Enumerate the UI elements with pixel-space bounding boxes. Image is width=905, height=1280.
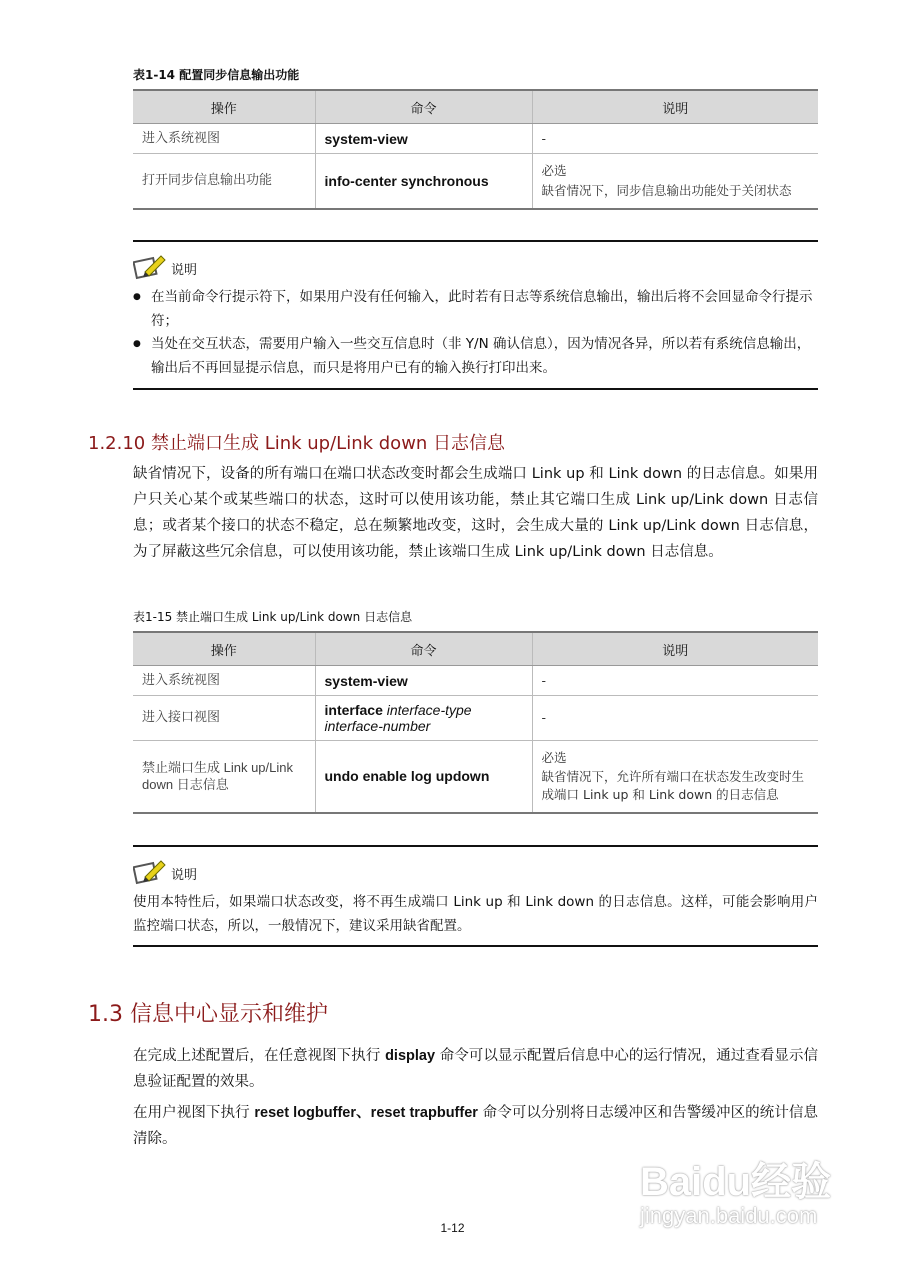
section-heading: 1.2.10 禁止端口生成 Link up/Link down 日志信息: [88, 433, 506, 454]
col-header: 命令: [315, 632, 532, 666]
cell-operation: 进入系统视图: [133, 124, 315, 154]
col-header: 说明: [532, 90, 818, 124]
config-table-2: [133, 631, 818, 814]
desc-line: 必选: [541, 750, 567, 766]
note-pencil-icon: [133, 252, 167, 280]
cell-command: info-center synchronous: [315, 154, 532, 209]
note-box: [133, 845, 818, 947]
table-row: [133, 666, 818, 696]
cell-command: system-view: [315, 124, 532, 154]
command-display: display: [385, 1048, 436, 1064]
body-paragraph: 缺省情况下，设备的所有端口在端口状态改变时都会生成端口 Link up 和 Link down 的日志信息。如果用户只关心某个或某些端口的状态，这时可以使用该功能，禁止其它端口生成 Link up/Link down 日志信息；或者某个接口的状态不稳定，总在频繁地改变，这时，会生成大量的 Link up/Link down 日志信息，为了屏蔽这些冗余信息，可以使用该功能，禁止该端口生成 Link up/Link down 日志信息。: [133, 466, 818, 560]
note-text: 使用本特性后，如果端口状态改变，将不再生成端口 Link up 和 Link down 的日志信息。这样，可能会影响用户监控端口状态，所以，一般情况下，建议采用缺省配置。: [133, 894, 818, 934]
table-row: [133, 124, 818, 154]
desc-line: 缺省情况下，允许所有端口在状态发生改变时生成端口 Link up 和 Link down 的日志信息: [541, 769, 805, 803]
baidu-watermark-logo: Baidu经验 jingyan.baidu.com: [640, 1160, 832, 1228]
section-heading: 1.3 信息中心显示和维护: [88, 1002, 328, 1027]
command-reset-logbuffer: reset logbuffer: [254, 1105, 356, 1121]
cell-desc: -: [532, 696, 818, 741]
desc-line: 缺省情况下，同步信息输出功能处于关闭状态: [541, 182, 792, 198]
cell-operation: 进入接口视图: [133, 696, 315, 741]
cell-desc: -: [532, 124, 818, 154]
table-row: [133, 741, 818, 813]
col-header: 命令: [315, 90, 532, 124]
table-row: [133, 154, 818, 209]
page-number: 1-12: [440, 1221, 465, 1235]
table-row: [133, 696, 818, 741]
cell-operation: 禁止端口生成 Link up/Link down 日志信息: [133, 741, 315, 813]
command-reset-trapbuffer: reset trapbuffer: [370, 1105, 478, 1121]
note-box: [133, 240, 818, 390]
cell-desc: -: [532, 666, 818, 696]
body-paragraph: 在用户视图下执行 reset logbuffer、reset trapbuffer 命令可以分别将日志缓冲区和告警缓冲区的统计信息清除。: [133, 1105, 819, 1147]
col-header: 说明: [532, 632, 818, 666]
body-paragraph: 在完成上述配置后，在任意视图下执行 display 命令可以显示配置后信息中心的运行情况，通过查看显示信息验证配置的效果。: [133, 1048, 819, 1090]
cell-operation: 进入系统视图: [133, 666, 315, 696]
config-table-1: [133, 89, 818, 210]
note-item: ● 当处在交互状态，需要用户输入一些交互信息时（非 Y/N 确认信息），因为情况各异，所以若有系统信息输出，输出后不再回显提示信息，而只是将用户已有的输入换行打印出来。: [133, 333, 818, 380]
desc-line: 必选: [541, 162, 567, 178]
note-item: ● 在当前命令行提示符下，如果用户没有任何输入，此时若有日志等系统信息输出，输出后将不会回显命令行提示符；: [133, 286, 818, 333]
note-title: 说明: [171, 263, 198, 279]
cell-operation: 打开同步信息输出功能: [133, 154, 315, 209]
note-pencil-icon: [133, 857, 167, 885]
cell-command: system-view: [315, 666, 532, 696]
cell-desc: [532, 741, 818, 813]
note-title: 说明: [171, 868, 198, 884]
cell-desc: [532, 154, 818, 209]
table-caption: 表1-14 配置同步信息输出功能: [133, 68, 300, 82]
table-caption: 表1-15 禁止端口生成 Link up/Link down 日志信息: [133, 610, 413, 624]
cell-command: undo enable log updown: [315, 741, 532, 813]
cell-command: [315, 696, 532, 741]
command-argument: interface-type interface-number: [324, 702, 472, 734]
col-header: 操作: [133, 632, 315, 666]
command-keyword: interface: [324, 702, 383, 718]
col-header: 操作: [133, 90, 315, 124]
